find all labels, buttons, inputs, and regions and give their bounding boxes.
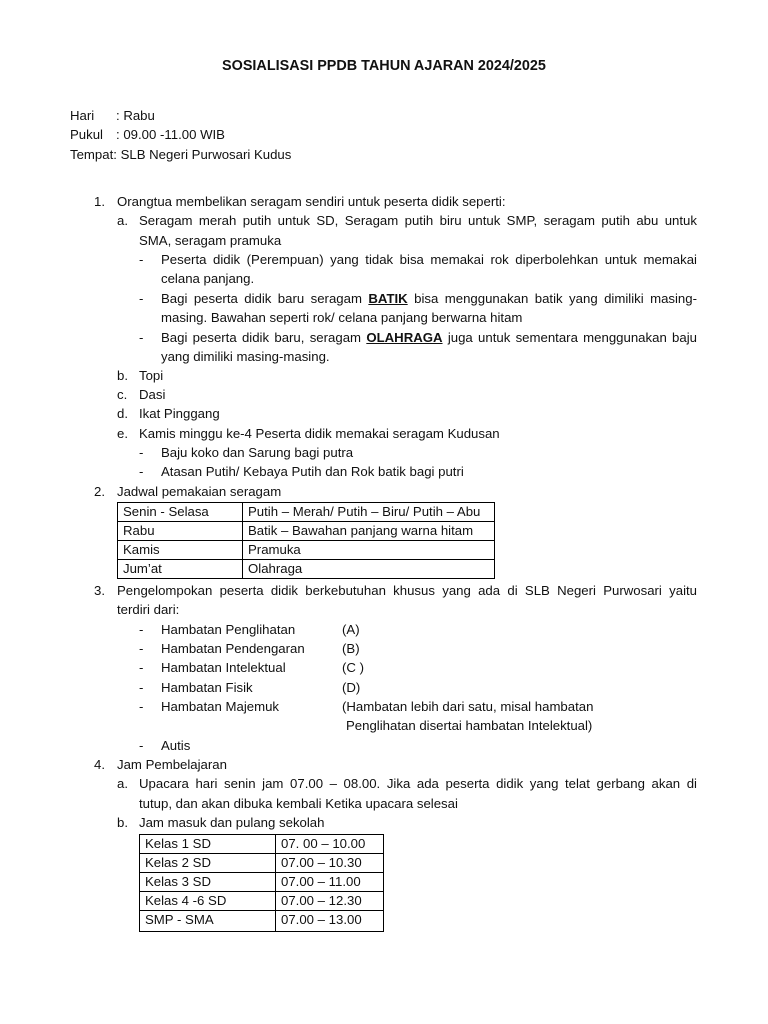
olahraga-post: juga untuk sementara menggunakan baju: [442, 330, 697, 345]
uniform-cell: Olahraga: [243, 560, 495, 579]
group-name: Hambatan Intelektual: [161, 660, 286, 675]
item1c-text: Dasi: [139, 387, 166, 402]
group-name: Hambatan Majemuk: [161, 699, 280, 714]
table-row: [118, 503, 495, 522]
group-code: (D): [342, 680, 361, 695]
group-code: (Hambatan lebih dari satu, misal hambatan: [342, 699, 594, 714]
jam-cell: 07.00 – 12.30: [276, 892, 384, 911]
dash: -: [139, 291, 144, 306]
item1e-letter: e.: [117, 426, 128, 441]
item1d-letter: d.: [117, 406, 128, 421]
item1d-text: Ikat Pinggang: [139, 406, 220, 421]
item1b-letter: b.: [117, 368, 128, 383]
kelas-cell: Kelas 3 SD: [140, 873, 276, 892]
hari-label: Hari: [70, 108, 95, 123]
dash: -: [139, 464, 144, 479]
uniform-cell: Pramuka: [243, 541, 495, 560]
item1-text: Orangtua membelikan seragam sendiri untuk peserta didik seperti:: [117, 194, 506, 209]
kelas-cell: Kelas 2 SD: [140, 854, 276, 873]
olahraga-pre: Bagi peserta didik baru, seragam: [161, 330, 367, 345]
group-name: Hambatan Penglihatan: [161, 622, 296, 637]
item3-number: 3.: [94, 583, 105, 598]
item1b-text: Topi: [139, 368, 164, 383]
uniform-schedule-table: [117, 502, 495, 579]
group-code: (A): [342, 622, 360, 637]
item1a-dash1-line2: celana panjang.: [161, 271, 255, 286]
dash: -: [139, 699, 144, 714]
item3-line2: terdiri dari:: [117, 602, 180, 617]
batik-pre: Bagi peserta didik baru seragam: [161, 291, 369, 306]
olahraga-bold: OLAHRAGA: [366, 330, 443, 345]
item4b-letter: b.: [117, 815, 128, 830]
item4a-line1: Upacara hari senin jam 07.00 – 08.00. Jika ada peserta didik yang telat gerbang akan di: [139, 776, 697, 791]
batik-bold: BATIK: [368, 291, 408, 306]
kelas-cell: Kelas 1 SD: [140, 835, 276, 854]
tempat-line: Tempat: SLB Negeri Purwosari Kudus: [70, 147, 292, 162]
item1a-dash2-line1: [161, 289, 697, 308]
item1-number: 1.: [94, 194, 105, 209]
table-row: [118, 560, 495, 579]
item1e-dash2: Atasan Putih/ Kebaya Putih dan Rok batik bagi putri: [161, 464, 464, 479]
table-row: [140, 835, 384, 854]
dash: -: [139, 641, 144, 656]
school-hours-table: [139, 834, 384, 932]
day-cell: Kamis: [118, 541, 243, 560]
table-row: [118, 522, 495, 541]
day-cell: Rabu: [118, 522, 243, 541]
item2-number: 2.: [94, 484, 105, 499]
item4-text: Jam Pembelajaran: [117, 757, 227, 772]
item1a-letter: a.: [117, 213, 128, 228]
item1e-text: Kamis minggu ke-4 Peserta didik memakai seragam Kudusan: [139, 426, 500, 441]
dash: -: [139, 445, 144, 460]
pukul-value: : 09.00 -11.00 WIB: [116, 127, 225, 142]
group-name: Hambatan Fisik: [161, 680, 253, 695]
item4a-line2: tutup, dan akan dibuka kembali Ketika upacara selesai: [139, 796, 458, 811]
jam-cell: 07.00 – 10.30: [276, 854, 384, 873]
item4b-text: Jam masuk dan pulang sekolah: [139, 815, 325, 830]
item1a-dash1-line1: Peserta didik (Perempuan) yang tidak bisa memakai rok diperbolehkan untuk memakai: [161, 252, 697, 267]
item1e-dash1: Baju koko dan Sarung bagi putra: [161, 445, 354, 460]
table-row: [140, 911, 384, 932]
day-cell: Senin - Selasa: [118, 503, 243, 522]
item4-number: 4.: [94, 757, 105, 772]
jam-cell: 07.00 – 11.00: [276, 873, 384, 892]
dash: -: [139, 330, 144, 345]
day-cell: Jum’at: [118, 560, 243, 579]
item1c-letter: c.: [117, 387, 128, 402]
group-code: (C ): [342, 660, 364, 675]
page-title: SOSIALISASI PPDB TAHUN AJARAN 2024/2025: [222, 58, 546, 74]
group-name: Hambatan Pendengaran: [161, 641, 305, 656]
kelas-cell: Kelas 4 -6 SD: [140, 892, 276, 911]
hari-value: : Rabu: [116, 108, 155, 123]
dash: -: [139, 660, 144, 675]
pukul-label: Pukul: [70, 127, 103, 142]
item4a-letter: a.: [117, 776, 128, 791]
table-row: [140, 873, 384, 892]
item1a-line2: SMA, seragam pramuka: [139, 233, 282, 248]
majemuk-line2: Penglihatan disertai hambatan Intelektual): [346, 718, 593, 733]
dash: -: [139, 680, 144, 695]
dash: -: [139, 252, 144, 267]
group-code: (B): [342, 641, 360, 656]
table-row: [118, 541, 495, 560]
uniform-cell: Batik – Bawahan panjang warna hitam: [243, 522, 495, 541]
item1a-dash3-line2: yang dimiliki masing-masing.: [161, 349, 330, 364]
item2-text: Jadwal pemakaian seragam: [117, 484, 282, 499]
uniform-cell: Putih – Merah/ Putih – Biru/ Putih – Abu: [243, 503, 495, 522]
dash: -: [139, 738, 144, 753]
item1a-dash3-line1: [161, 328, 697, 347]
table-row: [140, 892, 384, 911]
kelas-cell: SMP - SMA: [140, 911, 276, 932]
table-row: [140, 854, 384, 873]
dash: -: [139, 622, 144, 637]
item1a-line1: Seragam merah putih untuk SD, Seragam putih biru untuk SMP, seragam putih abu untuk: [139, 213, 697, 228]
batik-post: bisa menggunakan batik yang dimiliki masing-: [407, 291, 697, 306]
jam-cell: 07.00 – 13.00: [276, 911, 384, 932]
item3-line1: Pengelompokan peserta didik berkebutuhan khusus yang ada di SLB Negeri Purwosari yaitu: [117, 583, 697, 598]
item1a-dash2-line2: masing. Bawahan seperti rok/ celana panjang berwarna hitam: [161, 310, 523, 325]
group-autis: Autis: [161, 738, 191, 753]
jam-cell: 07. 00 – 10.00: [276, 835, 384, 854]
